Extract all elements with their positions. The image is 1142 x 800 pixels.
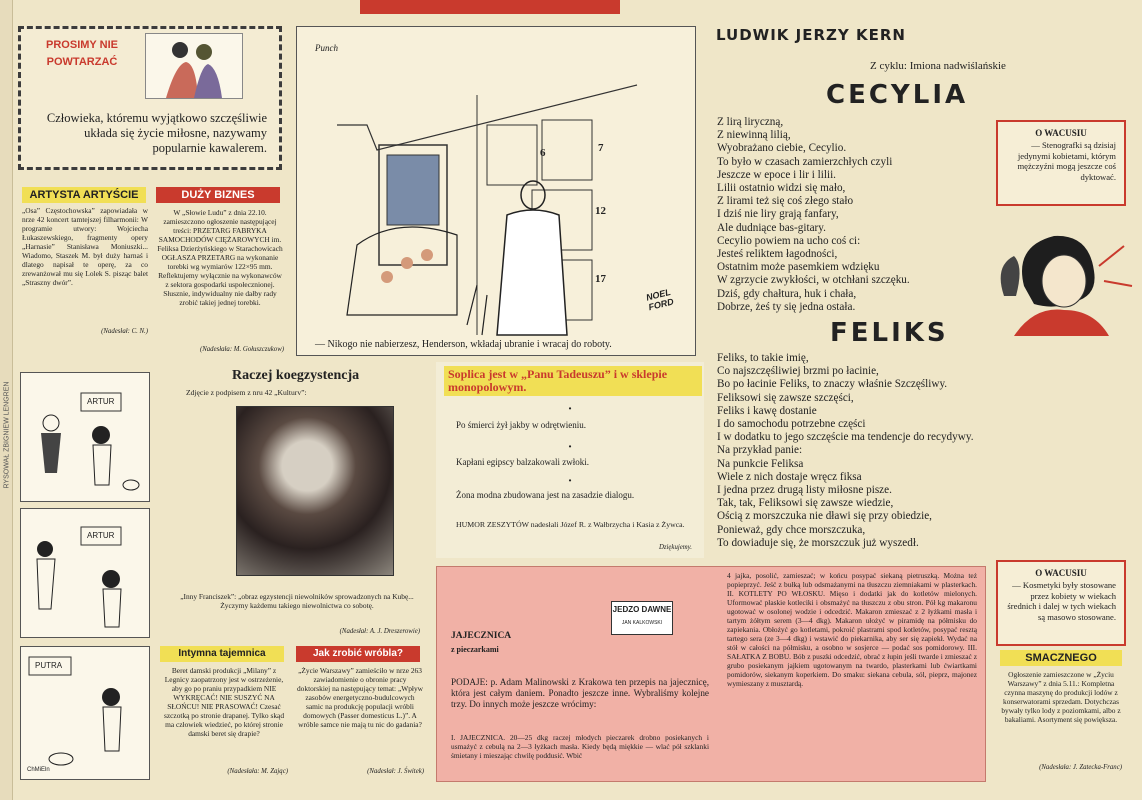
- poem-cecylia: [717, 116, 997, 314]
- masthead-strip: [360, 0, 620, 14]
- recipe-logo-sub: JAN KALKOWSKI: [621, 620, 663, 626]
- punch-source: Punch: [315, 43, 338, 53]
- comic-panel-3: [20, 646, 150, 780]
- recipe-intro: PODAJE: p. Adam Malinowski z Krakowa ten przepis na jajecznicę, która jest całym daniem. Ponadto jeszcze inne. Wybraliśmy kolejne trzy. Do innych może jeszcze wrócimy:: [451, 677, 709, 709]
- intymna-label: Intymna tajemnica: [160, 646, 284, 662]
- poem-line: Ponieważ, gdy chce morszczuka,: [717, 523, 866, 536]
- comic-strip: [20, 372, 150, 782]
- wrobla-text: „Życie Warszawy” zamieściło w nrze 263 zawiadomienie o obronie pracy doktorskiej na następujący temat: „Wpływ zasobów energetyczno-budulcowych samic na produkcję populacji wróbli domowych (Passer domesticus L.)”. A wróble samce nie mają tu nic do gadania?: [296, 666, 423, 729]
- biznes-text: W „Słowie Ludu” z dnia 22.10. zamieszczono ogłoszenie następującej treści: PRZETARG FABRYKA SAMOCHODÓW CIĘŻAROWYCH im. Feliksa Dzierżyńskiego w Starachowicach OGŁASZA PRZETARG na wykonanie torebki wg wymiarów 122×95 mm. Reflektujemy wyłącznie na wykonawców z sektora gospodarki uspołecznionej. Słusznie, indywidualny nie dałby rady zrobić takiej jednej torebki.: [157, 208, 283, 307]
- poem-line: I dziś nie liry grają fanfary,: [717, 208, 839, 221]
- poem-line: Bo po łacinie Feliks, to znaczy właśnie Szczęśliwy.: [717, 378, 948, 391]
- comic-sign-1: ARTUR: [87, 397, 115, 406]
- poem-line: Wyobrażano ciebie, Cecylio.: [717, 142, 847, 155]
- poem-line: Lilii ostatnio widzi się mało,: [717, 182, 846, 195]
- comic-sign-2: ARTUR: [87, 531, 115, 540]
- poem-line: Tak, tak, Feliksowi się zawsze wiedzie,: [717, 497, 894, 510]
- wacusiu-text-1: — Stenografki są dzisiaj jedynymi kobietami, którym mężczyźni mogą jeszcze coś dyktować.: [1017, 140, 1116, 182]
- poem-line: Feliksowi się zawsze szczęści,: [717, 391, 854, 404]
- wacusiu-text-2: — Kosmetyki były stosowane przez kobiety w wiekach średnich i dalej w tych wiekach są masowo stosowane.: [1007, 580, 1116, 622]
- poem-line: Wiele z nich dostaje wręcz fiksa: [717, 470, 862, 483]
- comic-panel-2: [20, 508, 150, 638]
- poem-line: Ostatnim może pasemkiem wdzięku: [717, 261, 880, 274]
- comic-signature: ChMiEln: [27, 767, 50, 773]
- koegzystencja-caption: „Inny Franciszek”: „obraz egzystencji niewolników sprowadzonych na Kubę... Życzymy każdemu takiego niewolnictwa co sobotę.: [180, 592, 414, 610]
- comic-panel-1: [20, 372, 150, 502]
- artysta-text: „Osa” Częstochowska” zapowiadała w nrze 42 koncert tamtejszej filharmonii: W programie utwory: Wojciecha Łukaszewskiego, fragmenty opery „Harnasie” Stanisława Moniuszki... Wiadomo, Staszek M. był duży harnaś i dlatego napisał te operę, za co zrewanżował mu się Lolek S. pisząc balet „Straszny dwór”.: [22, 206, 148, 287]
- poem-feliks: [717, 352, 1097, 550]
- comic-drawing-2: [21, 509, 149, 637]
- poem-line: Z lirami też się coś złego stało: [717, 195, 854, 208]
- poem-line: To dowiaduje się, że morszczuk już wyszedł.: [717, 536, 919, 549]
- poem-author: LUDWIK JERZY KERN: [716, 26, 906, 44]
- wacusiu-box-2: [996, 560, 1126, 646]
- koegzystencja-title: Raczej koegzystencja: [232, 368, 360, 383]
- poem-line: I do samochodu potrzebne części: [717, 418, 866, 431]
- biznes-sender: (Nadesłała: M. Gołuszczukow): [199, 346, 284, 353]
- recipe-continued: 4 jajka, posolić, zamieszać; w końcu posypać siekaną pietruszką. Można też popieprzyć. Jeść z bułką lub odsmażanymi na tłuszczu ziemniakami w plasterkach. II. KOTLETY PO WŁOSKU. Mięso i dodatki jak do kotletów mielonych. Uformować płaskie kotleciki i obsmażyć na tłuszczu z obu stron. Pół kg makaronu ugotować w osolonej wodzie i odcedzić. Makaron zmieszać z 2 łyżkami masła i tartym żółtym serem (3—4 dkg). Makaron ułożyć w piramidę na półmisku do zapiekania. Obłożyć go kotletami, pokroić plastrami spod kotletów, posypać resztą tartego sera (ze 3—4 dkg) i wstawić do piekarnika, aby ser się zapiekł. Wydać na stół w całości na półmisku, a osobno w sosjerce — podać sos pomidorowy. III. SAŁATKA Z BOBU. Bób z puszki odcedzić, obrać z łupin jeśli twarde i zmieszać z grubo posiekanym jajkiem ugotowanym na twardo, plasterkami lub ćwiartkami pomidorów, siekanym koperkiem. Do smaku: siekana cebula, sól, pieprz, majonez wymieszany z musztardą.: [727, 571, 977, 688]
- locker-number-1: 6: [540, 147, 546, 159]
- poem-line: Feliks i kawę dostanie: [717, 404, 817, 417]
- punch-cartoon-panel: [296, 26, 696, 356]
- poem-line: Cecylio powiem na ucho coś ci:: [717, 234, 861, 247]
- locker-number-2: 7: [598, 142, 604, 154]
- intymna-sender: (Nadesłała: M. Zając): [227, 768, 288, 775]
- poem-line: Co najszczęśliwiej brzmi po łacinie,: [717, 365, 879, 378]
- prosimy-label: PROSIMY NIE POWTARZAĆ: [46, 39, 118, 68]
- wacusiu-label-2: O WACUSIU: [1035, 568, 1087, 578]
- poem-line: Jeszcze w epoce i lir i lilii.: [717, 168, 836, 181]
- poem-title-cecylia: CECYLIA: [826, 80, 969, 110]
- recipe-subtitle: z pieczarkami: [451, 645, 499, 654]
- prosimy-box: [18, 26, 282, 170]
- soplica-item-3: Żona modna zbudowana jest na zasadzie dialogu.: [456, 490, 635, 500]
- poem-line: Z niewinną lilią,: [717, 129, 791, 142]
- poem-line: I jedna przez drugą listy miłosne pisze.: [717, 484, 892, 497]
- poem-title-feliks: FELIKS: [830, 318, 949, 348]
- poem-line: I w dodatku to jego szczęście ma tendencje do recydywy.: [717, 431, 974, 444]
- koegzystencja-sender: (Nadesłał: A. J. Dreszerowie): [339, 628, 420, 635]
- locker-number-3: 12: [595, 205, 606, 217]
- soplica-box: [436, 362, 704, 558]
- comic-sign-3: PUTRA: [35, 661, 63, 670]
- poem-line: Ością z morszczuka nie dławi się przy obiedzie,: [717, 510, 932, 523]
- locker-number-4: 17: [595, 273, 606, 285]
- couple-illustration: [145, 33, 243, 99]
- kultura-photo: [236, 406, 394, 576]
- soplica-item-2: Kapłani egipscy balzakowali zwłoki.: [456, 457, 589, 467]
- poem-line: W zgrzycie zwykłości, w otchłani szczęku.: [717, 274, 910, 287]
- biznes-label: DUŻY BIZNES: [156, 187, 280, 203]
- locker-room-drawing: [337, 55, 667, 345]
- smacznego-label: SMACZNEGO: [1000, 650, 1122, 666]
- left-margin: [0, 0, 13, 800]
- poem-line: Z lirą liryczną,: [717, 116, 784, 128]
- poem-line: Dobrze, żeś ty się jedna ostała.: [717, 300, 856, 313]
- bullet-dot: •: [568, 442, 572, 451]
- bullet-dot: •: [568, 476, 572, 485]
- poem-line: Ale dudniące bas-gitary.: [717, 221, 826, 234]
- recipe-logo: [611, 601, 673, 635]
- intymna-text: Beret damski produkcji „Milany” z Legnicy zaopatrzony jest w ostrzeżenie, aby go po praniu przypadkiem NIE WYKRĘCAĆ! NIE SUSZYĆ NA SŁOŃCU! NIE PRASOWAĆ! Czesać szczotką po stronie drapanej. Tylko skąd ma człowiek wiedzieć, po której stronie damski beret się drapie?: [163, 666, 285, 738]
- cartoonist-signature: NOEL FORD: [645, 286, 675, 313]
- poem-line: Na przykład panie:: [717, 444, 803, 457]
- soplica-title: Soplica jest w „Panu Tadeuszu” i w sklepie monopolowym.: [444, 366, 702, 396]
- woman-portrait-illustration: [994, 226, 1134, 336]
- wacusiu-box-1: [996, 120, 1126, 206]
- artysta-sender: (Nadesłał: C. N.): [101, 328, 148, 335]
- illustrator-credit: RYSOWAŁ ZBIGNIEW LENGREN: [3, 381, 11, 489]
- wrobla-sender: (Nadesłał: J. Świtek): [367, 768, 424, 775]
- poem-line: Na punkcie Feliksa: [717, 457, 804, 470]
- soplica-item-1: Po śmierci żył jakby w odrętwieniu.: [456, 420, 586, 430]
- poem-line: Jesteś reliktem łagodności,: [717, 248, 838, 261]
- soplica-credit: HUMOR ZESZYTÓW nadesłali Józef R. z Wałbrzycha i Kasia z Żywca.: [456, 520, 685, 529]
- bullet-dot: •: [568, 404, 572, 413]
- poem-line: Feliks, to takie imię,: [717, 352, 809, 364]
- wacusiu-label-1: O WACUSIU: [1035, 128, 1087, 138]
- smacznego-text: Ogłoszenie zamieszczone w „Życiu Warszawy” z dnia 5.11.: Kompletna czynna maszynę do produkcji lodów z konserwatorami sprzedam. Dotychczas bywały tylko lody z poziomkami, albo z bakaliami. Asortyment się powiększa.: [1001, 670, 1121, 724]
- poem-line: To było w czasach zamierzchłych czyli: [717, 155, 893, 168]
- recipe-jajecznica: I. JAJECZNICA. 20—25 dkg raczej młodych pieczarek drobno posiekanych i usmażyć z cebulą na 2—3 łyżkach masła. Kiedy będą miękkie — wlać pół szklanki śmietany i mieszając chwilę poddusić. Wbić: [451, 733, 709, 760]
- poem-cycle: Z cyklu: Imiona nadwiślańskie: [870, 60, 1006, 72]
- comic-drawing-1: [21, 373, 149, 501]
- poem-line: Dziś, gdy chałtura, huk i chała,: [717, 287, 857, 300]
- soplica-thanks: Dziękujemy.: [658, 544, 692, 551]
- couple-drawing: [146, 34, 242, 98]
- prosimy-text: Człowieka, któremu wyjątkowo szczęśliwie układa się życie miłosne, nazywamy popularnie kawalerem.: [46, 111, 267, 155]
- smacznego-sender: (Nadesłała: J. Zatecka-Franc): [1039, 764, 1122, 771]
- artysta-label: ARTYSTA ARTYŚCIE: [22, 187, 146, 203]
- wrobla-label: Jak zrobić wróbla?: [296, 646, 420, 662]
- recipe-title: JAJECZNICA: [451, 631, 512, 641]
- koegzystencja-subtitle: Zdjęcie z podpisem z nru 42 „Kulturv”:: [186, 388, 307, 397]
- recipe-box: [436, 566, 986, 782]
- recipe-logo-text: JEDZO DAWNE: [612, 605, 672, 614]
- punch-caption: — Nikogo nie nabierzesz, Henderson, wkładaj ubranie i wracaj do roboty.: [315, 339, 612, 350]
